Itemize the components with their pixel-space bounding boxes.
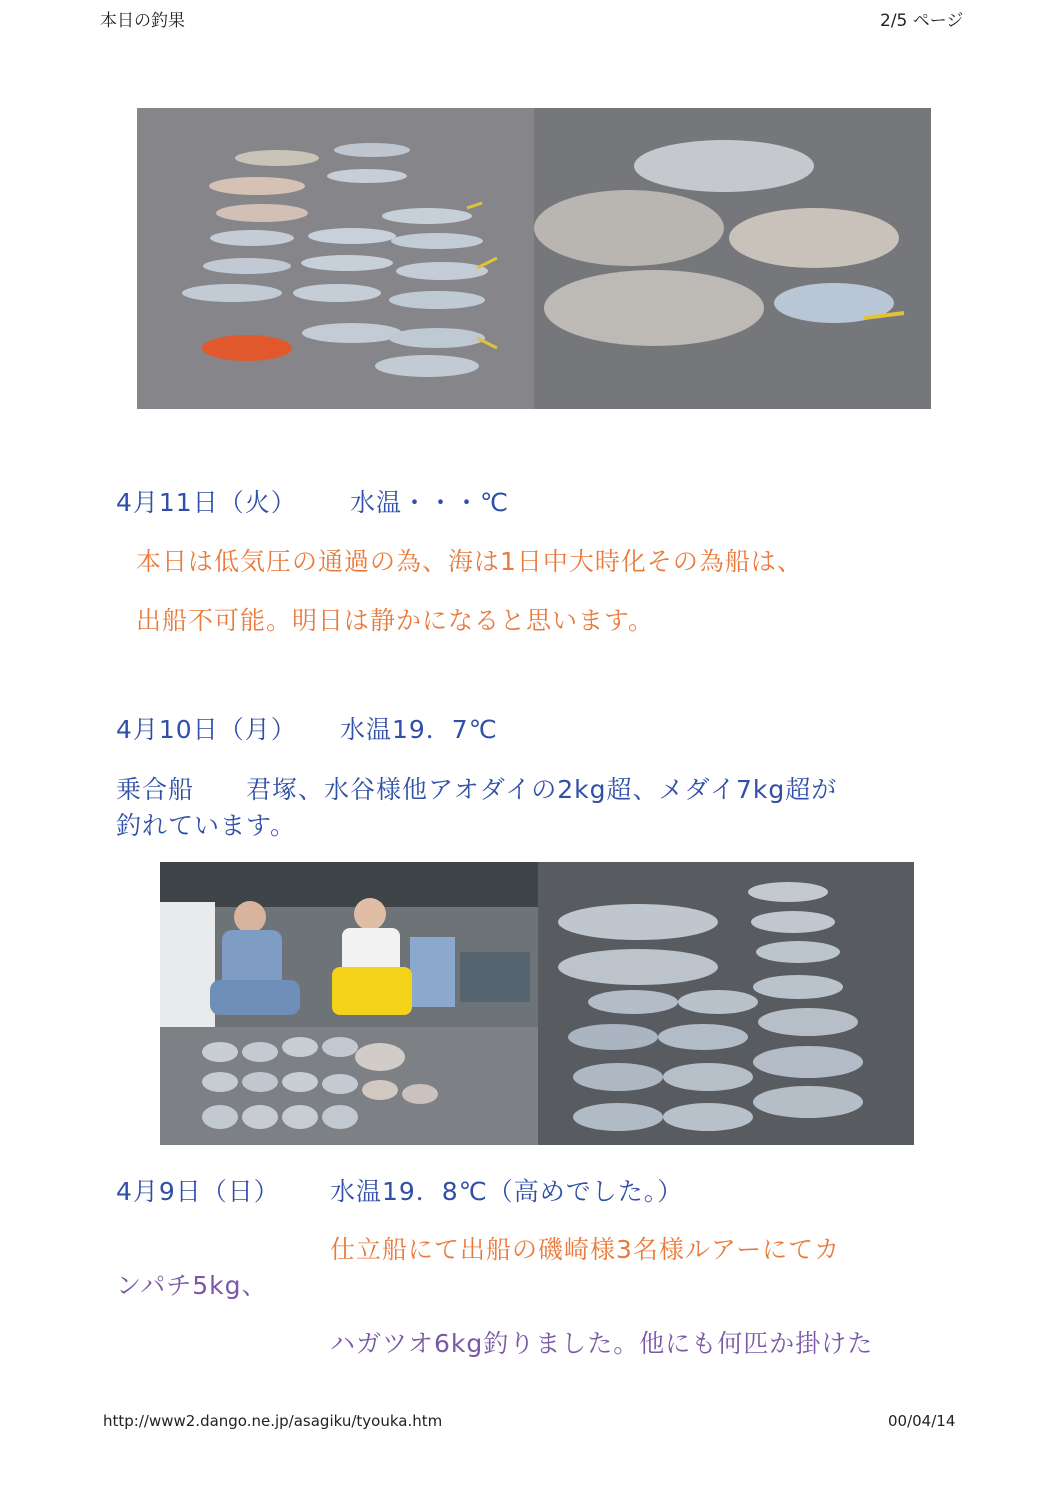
entry-date: 4月9日（日） (116, 1177, 280, 1206)
source-url: http://www2.dango.ne.jp/asagiku/tyouka.htm (103, 1412, 443, 1430)
entry-text-line: 出船不可能。明日は静かになると思います。 (136, 606, 655, 635)
entry-date: 4月10日（月） (116, 715, 297, 744)
page-number: 2/5 ページ (880, 11, 964, 31)
entry-text-line: 乗合船 君塚、水谷様他アオダイの2kg超、メダイ7kg超が (116, 775, 838, 804)
anglers-with-catch-photo (160, 862, 538, 1145)
print-date: 00/04/14 (888, 1412, 956, 1430)
water-temperature: 水温・・・℃ (350, 488, 510, 517)
water-temperature: 水温19．7℃ (340, 715, 498, 744)
entry-date: 4月11日（火） (116, 488, 297, 517)
fish-catch-photo-2 (534, 108, 931, 409)
entry-text-line: ンパチ5kg、 (116, 1271, 268, 1300)
entry-text-line: ハガツオ6kg釣りました。他にも何匹か掛けた (330, 1329, 874, 1358)
entry-text-line: 仕立船にて出船の磯崎様3名様ルアーにてカ (330, 1235, 841, 1264)
water-temperature: 水温19．8℃（高めでした。） (330, 1177, 684, 1206)
fish-catch-photo-1 (137, 108, 534, 409)
entry-text-line: 釣れています。 (116, 811, 297, 840)
entry-text-line: 本日は低気圧の通過の為、海は1日中大時化その為船は、 (136, 547, 803, 576)
fish-lineup-photo (538, 862, 914, 1145)
page-header-title: 本日の釣果 (100, 11, 185, 31)
